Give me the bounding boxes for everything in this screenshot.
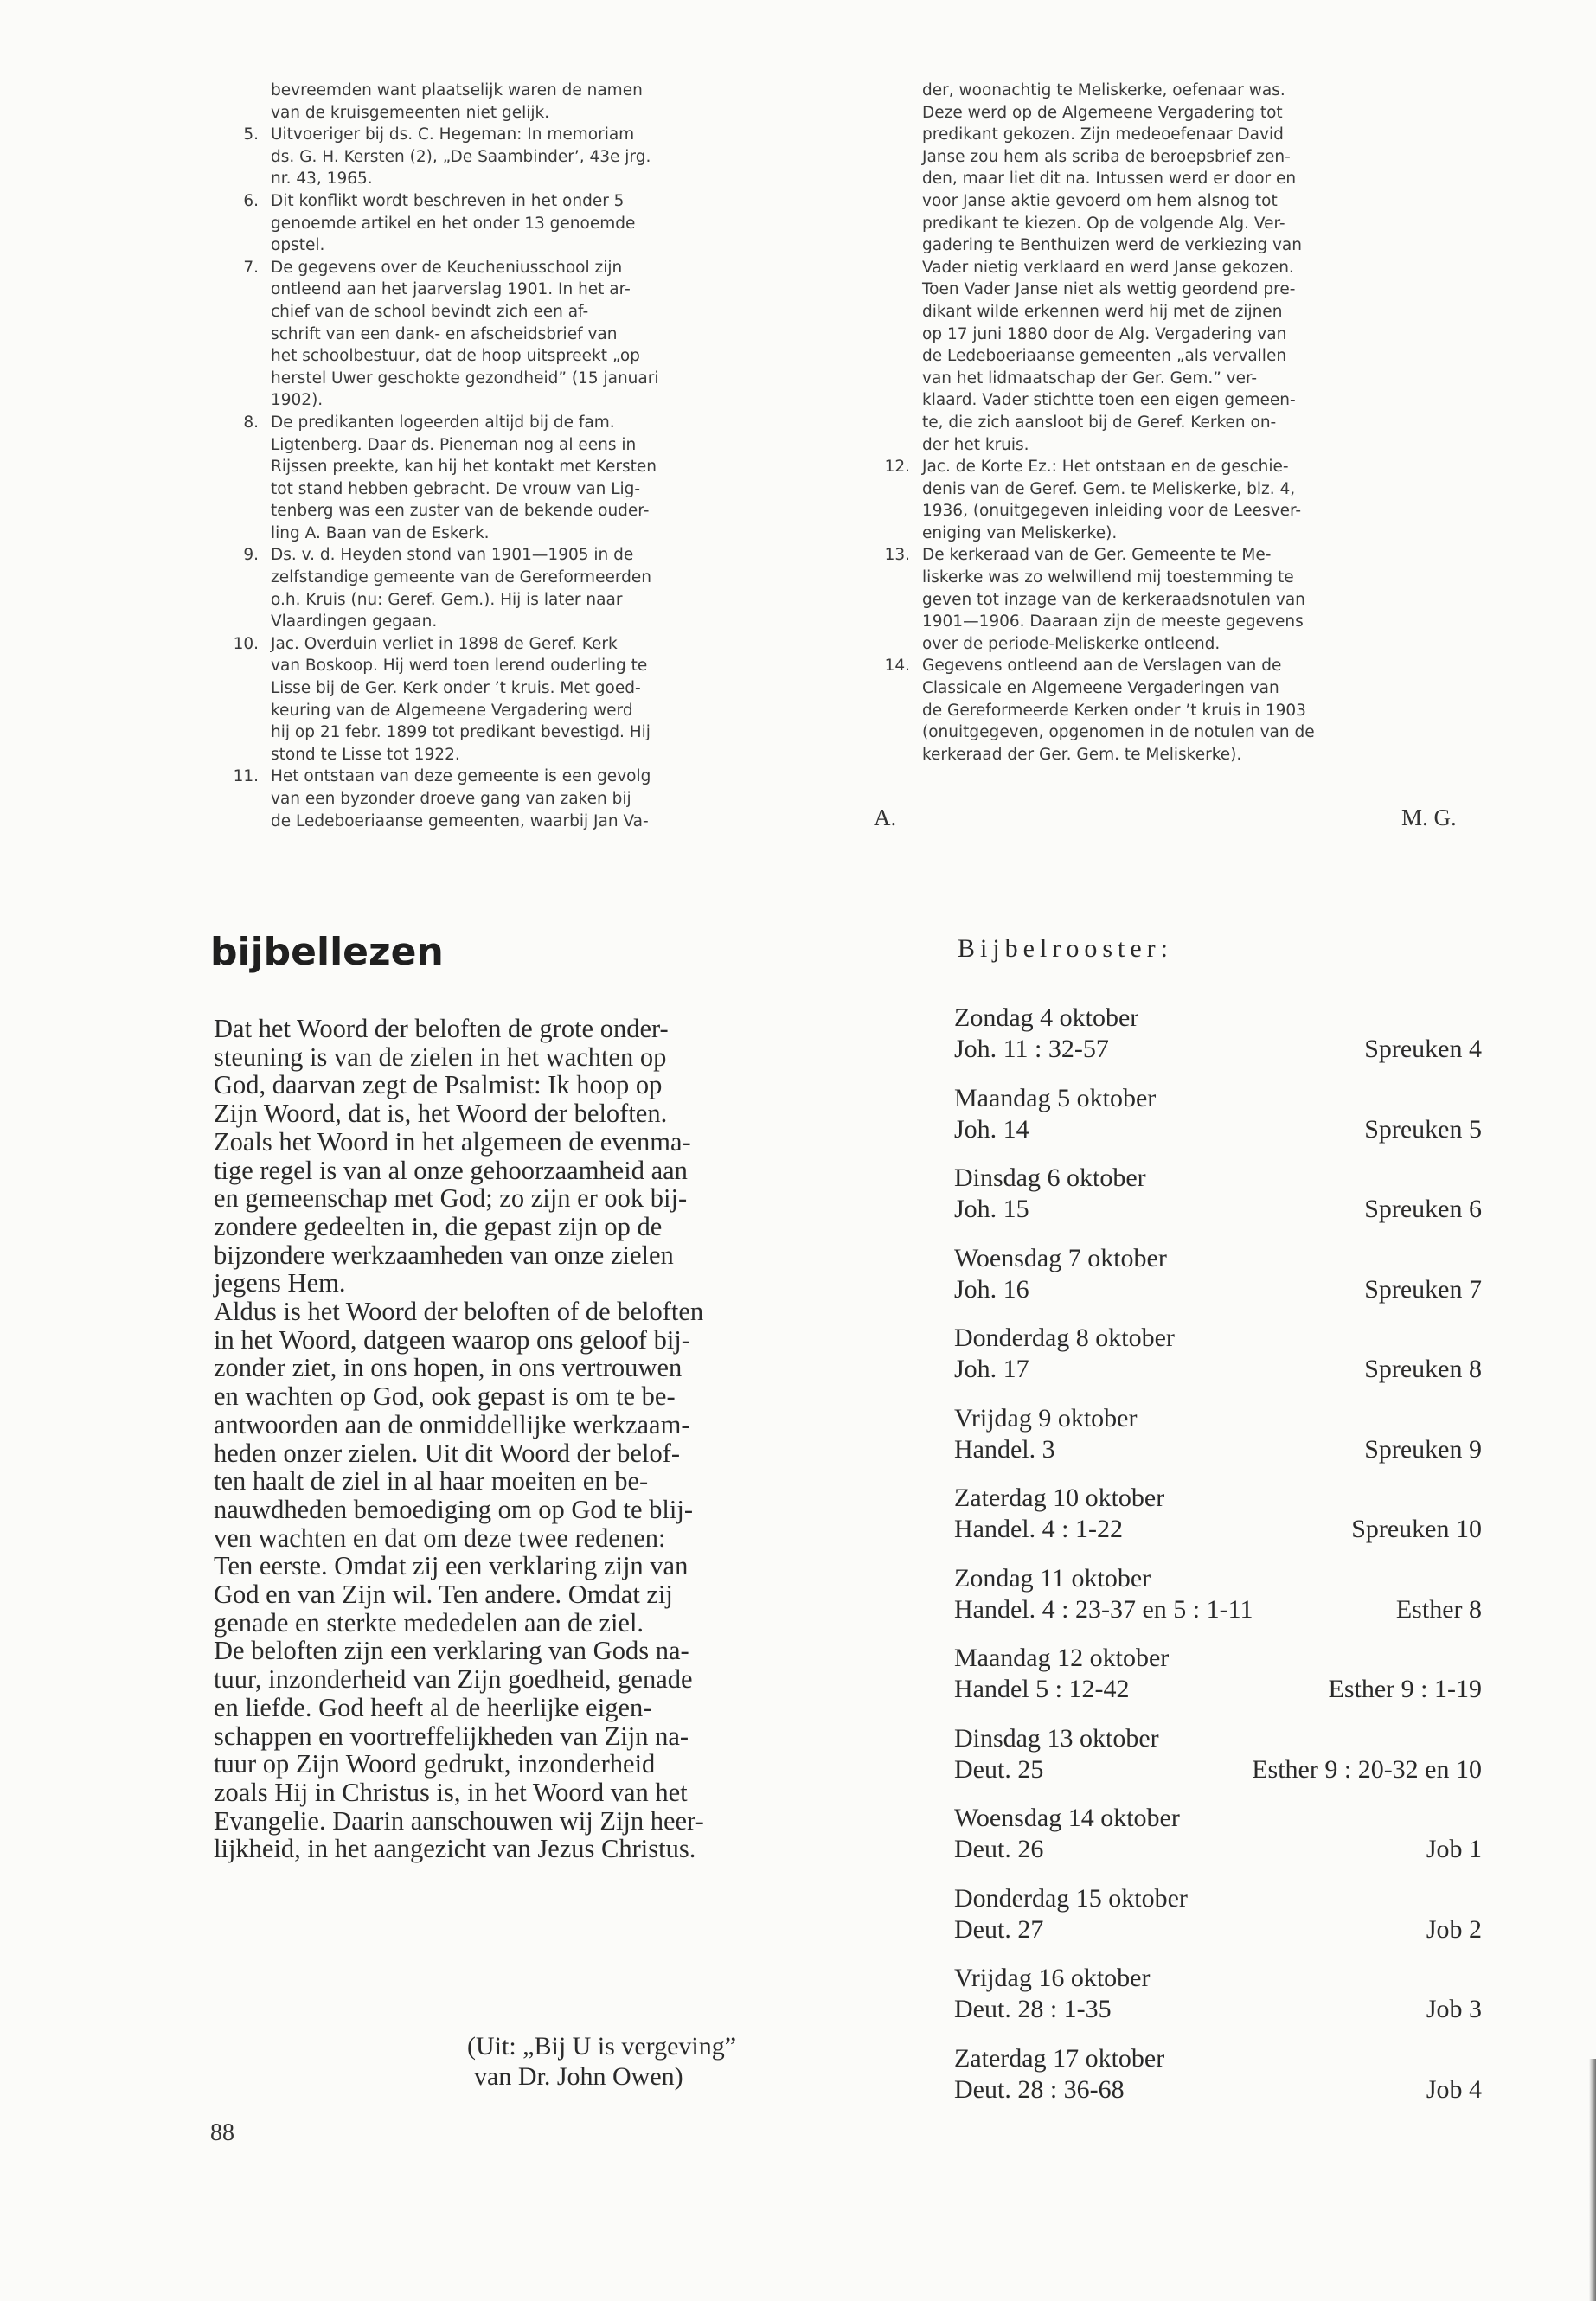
article-line: God en van Zijn wil. Ten andere. Omdat zij (214, 1580, 673, 1610)
footnote-number: 7. (243, 258, 259, 277)
footnote-line: voor Janse aktie gevoerd om hem alsnog tot (922, 191, 1278, 210)
article-line: Aldus is het Woord der beloften of de beloften (214, 1297, 704, 1327)
schedule-second-reading: Esther 9 : 20-32 en 10 (1252, 1754, 1482, 1784)
footnote (221, 124, 826, 190)
schedule-second-reading: Esther 8 (1395, 1594, 1482, 1624)
article-line: zoals Hij in Christus is, in het Woord van het (214, 1777, 688, 1807)
footnote-line: kerkeraad der Ger. Gem. te Meliskerke). (922, 745, 1242, 764)
footnote-line: Ds. v. d. Heyden stond van 1901—1905 in de (271, 546, 634, 565)
schedule-date: Vrijdag 16 oktober (954, 1964, 1151, 1992)
footnote-line: Rijssen preekte, kan hij het kontakt met Kersten (271, 458, 657, 477)
schedule-date: Dinsdag 6 oktober (954, 1163, 1146, 1192)
footnote-line: de Gereformeerde Kerken onder ’t kruis in 1903 (922, 701, 1306, 720)
schedule-reading: Handel 5 : 12-42 (954, 1675, 1130, 1703)
schedule-date: Zondag 11 oktober (954, 1563, 1151, 1593)
footnote-line: Jac. de Korte Ez.: Het ontstaan en de geschie- (922, 458, 1289, 477)
schedule-reading: Joh. 17 (954, 1355, 1029, 1383)
footnote-line: te, die zich aansloot bij de Geref. Kerken on- (922, 413, 1277, 432)
footnote (221, 190, 826, 257)
article-body (214, 1015, 869, 1863)
footnote (221, 633, 826, 766)
footnote-number: 12. (884, 458, 910, 477)
signature-author: M. G. (1401, 804, 1457, 830)
article-line: antwoorden aan de onmiddellijke werkzaam- (214, 1409, 690, 1439)
footnote-line: schrift van een dank- en afscheidsbrief van (271, 324, 618, 343)
footnote-line: zelfstandige gemeente van de Gereformeerden (271, 568, 651, 587)
source-line-2: van Dr. John Owen) (474, 2062, 683, 2091)
schedule-date: Dinsdag 13 oktober (954, 1723, 1159, 1753)
footnote-line: gadering te Benthuizen werd de verkiezing van (922, 236, 1302, 255)
source-line-1: (Uit: „Bij U is vergeving” (467, 2032, 737, 2061)
schedule-date: Zondag 4 oktober (954, 1003, 1139, 1032)
footnote (872, 456, 1482, 544)
footnote-line: Uitvoeriger bij ds. C. Hegeman: In memoriam (271, 125, 635, 144)
footnote-number: 6. (243, 191, 259, 210)
schedule-day (954, 1324, 1482, 1404)
article-line: heden onzer zielen. Uit dit Woord der belof- (214, 1438, 681, 1468)
schedule-day (954, 1564, 1482, 1644)
footnote-line: predikant te kiezen. Op de volgende Alg. Ver- (922, 214, 1285, 233)
footnote (221, 80, 826, 124)
footnote-number: 11. (233, 767, 259, 786)
article-line: Ten eerste. Omdat zij een verklaring zijn van (214, 1551, 689, 1581)
schedule-date: Donderdag 15 oktober (954, 1883, 1188, 1913)
schedule-reading: Deut. 28 : 36-68 (954, 2074, 1125, 2104)
schedule-second-reading: Spreuken 5 (1364, 1114, 1482, 1144)
footnote-line: ling A. Baan van de Eskerk. (271, 523, 490, 542)
footnote-line: van het lidmaatschap der Ger. Gem.” ver- (922, 369, 1258, 388)
schedule-date: Vrijdag 9 oktober (954, 1403, 1138, 1433)
footnote (872, 80, 1482, 456)
footnote-line: genoemde artikel en het onder 13 genoemde (271, 214, 636, 233)
footnote-number: 8. (243, 413, 259, 432)
footnote-line: van een byzonder droeve gang van zaken bij (271, 790, 631, 808)
article-line: en liefde. God heeft al de heerlijke eigen- (214, 1692, 652, 1722)
footnote (221, 412, 826, 545)
footnote-number: 14. (884, 657, 910, 676)
schedule-title: Bijbelrooster: (958, 934, 1173, 963)
footnote-line: tot stand hebben gebracht. De vrouw van Lig- (271, 479, 641, 498)
footnote-line: o.h. Kruis (nu: Geref. Gem.). Hij is later naar (271, 590, 623, 609)
schedule-date: Donderdag 8 oktober (954, 1324, 1175, 1352)
footnote-number: 5. (243, 125, 259, 144)
article-line: lijkheid, in het aangezicht van Jezus Christus. (214, 1834, 696, 1864)
article-line: nauwdheden bemoediging om op God te blij- (214, 1494, 693, 1524)
article-line: genade en sterkte mededelen aan de ziel. (214, 1607, 644, 1638)
signature-a: A. (874, 804, 897, 830)
schedule-date: Zaterdag 10 oktober (954, 1484, 1165, 1512)
footnote-line: 1902). (271, 391, 324, 410)
footnote-line: De predikanten logeerden altijd bij de fam. (271, 413, 615, 432)
footnotes-left-column (221, 80, 826, 832)
schedule-day (954, 1404, 1482, 1484)
schedule-reading: Joh. 16 (954, 1274, 1029, 1304)
schedule-reading: Joh. 14 (954, 1114, 1029, 1144)
article-line: tuur, inzonderheid van Zijn goedheid, genade (214, 1664, 693, 1695)
schedule-second-reading: Job 1 (1426, 1835, 1482, 1863)
footnote-line: Gegevens ontleend aan de Verslagen van de (922, 657, 1282, 676)
footnote-line: Ligtenberg. Daar ds. Pieneman nog al eens in (271, 435, 637, 454)
schedule-reading: Deut. 26 (954, 1835, 1044, 1863)
article-line: Zoals het Woord in het algemeen de evenma- (214, 1126, 691, 1157)
footnote-line: herstel Uwer geschokte gezondheid” (15 januari (271, 369, 659, 388)
footnote-line: van de kruisgemeenten niet gelijk. (271, 103, 550, 122)
article-line: en wachten op God, ook gepast is om te be- (214, 1381, 676, 1412)
schedule-reading: Joh. 11 : 32-57 (954, 1035, 1109, 1063)
schedule-day (954, 1163, 1482, 1244)
schedule-second-reading: Spreuken 7 (1364, 1274, 1482, 1304)
footnote (221, 766, 826, 832)
schedule-day (954, 1724, 1482, 1804)
schedule-day (954, 1084, 1482, 1164)
schedule-day (954, 1484, 1482, 1564)
footnote-line: het schoolbestuur, dat de hoop uitspreekt „op (271, 347, 640, 366)
article-line: Dat het Woord der beloften de grote onder- (214, 1014, 669, 1043)
footnote-line: Vlaardingen gegaan. (271, 612, 438, 631)
schedule-day (954, 1244, 1482, 1324)
footnote-number: 10. (233, 634, 259, 653)
article-line: Zijn Woord, dat is, het Woord der beloften. (214, 1099, 668, 1129)
schedule-second-reading: Spreuken 6 (1364, 1195, 1482, 1223)
footnote-line: eniging van Meliskerke). (922, 523, 1118, 542)
article-line: en gemeenschap met God; zo zijn er ook bij- (214, 1183, 688, 1214)
footnote-line: dikant wilde erkennen werd hij met de zijnen (922, 302, 1283, 321)
schedule-second-reading: Job 3 (1426, 1995, 1482, 2023)
schedule-second-reading: Spreuken 8 (1364, 1355, 1482, 1383)
article-line: God, daarvan zegt de Psalmist: Ik hoop op (214, 1070, 663, 1100)
article-line: De beloften zijn een verklaring van Gods na- (214, 1636, 689, 1666)
footnote-line: Classicale en Algemeene Vergaderingen van (922, 679, 1279, 698)
footnote-line: opstel. (271, 236, 325, 255)
footnote-line: predikant gekozen. Zijn medeoefenaar David (922, 125, 1284, 144)
page-edge-shadow (1589, 2059, 1596, 2301)
article-line: tuur op Zijn Woord gedrukt, inzonderheid (214, 1749, 656, 1779)
article-line: tige regel is van al onze gehoorzaamheid aan (214, 1155, 688, 1185)
footnote-line: de Ledeboeriaanse gemeenten, waarbij Jan Va- (271, 811, 649, 830)
footnote-line: Jac. Overduin verliet in 1898 de Geref. Kerk (271, 634, 618, 653)
article-line: steuning is van de zielen in het wachten op (214, 1042, 667, 1072)
article-line: zonder ziet, in ons hopen, in ons vertrouwen (214, 1353, 683, 1383)
footnote-line: stond te Lisse tot 1922. (271, 745, 460, 764)
footnote-line: 1901—1906. Daaraan zijn de meeste gegevens (922, 612, 1304, 631)
schedule-date: Zaterdag 17 oktober (954, 2043, 1165, 2073)
footnote-line: Het ontstaan van deze gemeente is een gevolg (271, 767, 651, 786)
article-line: ven wachten en dat om deze twee redenen: (214, 1522, 666, 1553)
footnote-line: chief van de school bevindt zich een af- (271, 302, 589, 321)
article-line: Evangelie. Daarin aanschouwen wij Zijn heer- (214, 1805, 704, 1836)
schedule-day (954, 1884, 1482, 1965)
schedule-second-reading: Spreuken 4 (1364, 1035, 1482, 1063)
footnote-line: (onuitgegeven, opgenomen in de notulen van de (922, 723, 1315, 742)
footnote-number: 13. (884, 546, 910, 565)
schedule-day (954, 1003, 1482, 1084)
schedule-date: Maandag 12 oktober (954, 1644, 1170, 1672)
article-line: in het Woord, datgeen waarop ons geloof bij- (214, 1324, 690, 1355)
footnote (872, 655, 1482, 766)
article-line: ten haalt de ziel in al haar moeiten en be- (214, 1466, 649, 1497)
footnote-line: op 17 juni 1880 door de Alg. Vergadering van (922, 324, 1287, 343)
page-number: 88 (210, 2119, 234, 2146)
article-line: bijzondere werkzaamheden van onze zielen (214, 1240, 674, 1270)
footnote-line: tenberg was een zuster van de bekende ouder- (271, 502, 650, 521)
schedule-reading: Handel. 4 : 23-37 en 5 : 1-11 (954, 1594, 1253, 1624)
footnote-line: van Boskoop. Hij werd toen lerend ouderling te (271, 657, 648, 676)
article-source (467, 2031, 874, 2092)
schedule-second-reading: Spreuken 10 (1351, 1515, 1482, 1543)
schedule-second-reading: Job 2 (1426, 1914, 1482, 1944)
footnote-line: De gegevens over de Keucheniusschool zijn (271, 258, 623, 277)
footnote-line: Lisse bij de Ger. Kerk onder ’t kruis. Met goed- (271, 679, 641, 698)
schedule-day (954, 1804, 1482, 1884)
footnote-line: geven tot inzage van de kerkeraadsnotulen van (922, 590, 1305, 609)
footnote-line: Dit konflikt wordt beschreven in het onder 5 (271, 191, 625, 210)
footnotes-right-column (872, 80, 1482, 766)
article-line: jegens Hem. (214, 1268, 346, 1298)
footnote-line: De kerkeraad van de Ger. Gemeente te Me- (922, 546, 1272, 565)
schedule-reading: Deut. 25 (954, 1754, 1044, 1784)
footnote-line: denis van de Geref. Gem. te Meliskerke, blz. 4, (922, 479, 1296, 498)
footnote-line: klaard. Vader stichtte toen een eigen gemeen- (922, 391, 1296, 410)
schedule-day (954, 1964, 1482, 2044)
schedule-second-reading: Spreuken 9 (1364, 1434, 1482, 1464)
footnote-line: de Ledeboeriaanse gemeenten „als vervallen (922, 347, 1287, 366)
footnote-line: der, woonachtig te Meliskerke, oefenaar was. (922, 81, 1285, 99)
footnote-line: Janse zou hem als scriba de beroepsbrief zen- (922, 147, 1291, 166)
schedule-reading: Joh. 15 (954, 1195, 1029, 1223)
footnote-line: ontleend aan het jaarverslag 1901. In het ar- (271, 280, 631, 299)
footnote-line: 1936, (onuitgegeven inleiding voor de Leesver- (922, 502, 1302, 521)
footnote-number: 9. (243, 546, 259, 565)
footnote-line: Toen Vader Janse niet als wettig geordend pre- (922, 280, 1296, 299)
footnote-line: ds. G. H. Kersten (2), „De Saambinder’, 43e jrg. (271, 147, 651, 166)
schedule-date: Maandag 5 oktober (954, 1083, 1157, 1112)
schedule-second-reading: Esther 9 : 1-19 (1328, 1675, 1482, 1703)
footnote-line: over de periode-Meliskerke ontleend. (922, 634, 1221, 653)
footnote-line: Deze werd op de Algemeene Vergadering tot (922, 103, 1283, 122)
footnote (872, 544, 1482, 655)
footnote-line: der het kruis. (922, 435, 1029, 454)
bible-schedule (954, 1003, 1482, 2124)
article-line: schappen en voortreffelijkheden van Zijn na- (214, 1721, 689, 1751)
footnote (221, 544, 826, 632)
footnote-line: hij op 21 febr. 1899 tot predikant bevestigd. Hij (271, 723, 651, 742)
footnote-line: liskerke was zo welwillend mij toestemming te (922, 568, 1294, 587)
schedule-reading: Deut. 27 (954, 1914, 1044, 1944)
schedule-date: Woensdag 14 oktober (954, 1804, 1180, 1832)
schedule-reading: Deut. 28 : 1-35 (954, 1995, 1112, 2023)
schedule-reading: Handel. 4 : 1-22 (954, 1515, 1123, 1543)
schedule-reading: Handel. 3 (954, 1434, 1055, 1464)
footnote-line: keuring van de Algemeene Vergadering werd (271, 701, 633, 720)
section-heading: bijbellezen (210, 930, 444, 974)
schedule-day (954, 1644, 1482, 1724)
footnote-line: nr. 43, 1965. (271, 170, 373, 189)
footnote-line: bevreemden want plaatselijk waren de namen (271, 81, 643, 99)
footnote-line: den, maar liet dit na. Intussen werd er door en (922, 170, 1297, 189)
schedule-day (954, 2044, 1482, 2125)
schedule-second-reading: Job 4 (1426, 2074, 1482, 2104)
footnote (221, 257, 826, 412)
schedule-date: Woensdag 7 oktober (954, 1243, 1167, 1272)
footnote-line: Vader nietig verklaard en werd Janse gekozen. (922, 258, 1294, 277)
article-line: zondere gedeelten in, die gepast zijn op de (214, 1211, 663, 1241)
